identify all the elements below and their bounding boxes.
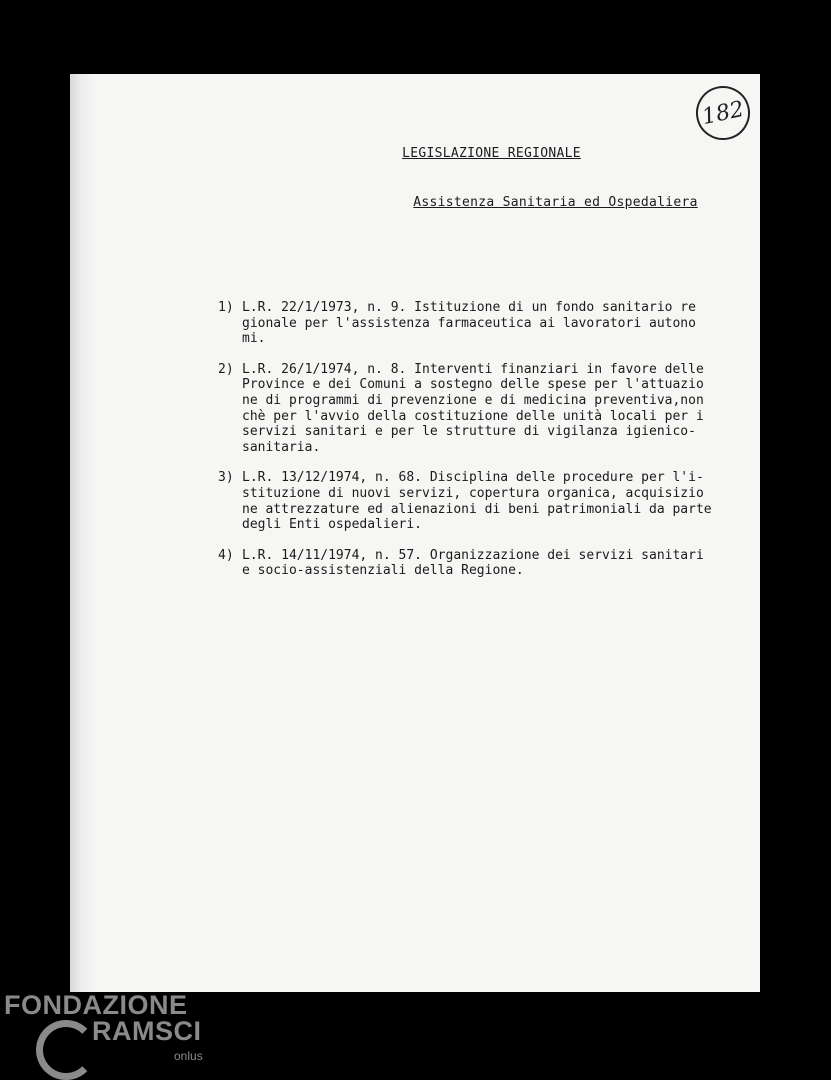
- item-number: 4): [218, 547, 234, 563]
- logo-line-fondazione: FONDAZIONE: [4, 990, 188, 1020]
- page-number-text: 182: [699, 96, 747, 130]
- logo-line-onlus: onlus: [174, 1049, 203, 1063]
- logo-line-gramsci: RAMSCI: [92, 1016, 202, 1046]
- page-binding-edge: [70, 74, 96, 992]
- item-text: L.R. 13/12/1974, n. 68. Disciplina delle procedure per l'i- stituzione di nuovi servizi, copertura organica, acquisizio ne attrezzature ed alienazioni di beni patrimoniali da parte degli Enti ospedalieri.: [242, 470, 712, 533]
- item-text: L.R. 22/1/1973, n. 9. Istituzione di un fondo sanitario re gionale per l'assistenza farmaceutica ai lavoratori autono mi.: [242, 300, 696, 347]
- fondazione-gramsci-logo: [4, 990, 224, 1076]
- list-item: [218, 548, 748, 579]
- item-number: 3): [218, 470, 234, 486]
- document-subtitle: Assistenza Sanitaria ed Ospedaliera: [413, 195, 698, 210]
- logo-g-mark-icon: [36, 1020, 96, 1080]
- list-item: [218, 470, 748, 532]
- list-item: [218, 362, 748, 456]
- legislation-list: [218, 300, 748, 594]
- item-text: L.R. 26/1/1974, n. 8. Interventi finanziari in favore delle Province e dei Comuni a sostegno delle spese per l'attuazio ne di programmi di prevenzione e di medicina preventiva,non chè per l'avvio della costituzione delle unità locali per i servizi sanitari e per le strutture di vigilanza igienico- sanitaria.: [242, 361, 704, 455]
- item-number: 1): [218, 300, 234, 315]
- item-text: L.R. 14/11/1974, n. 57. Organizzazione dei servizi sanitari e socio-assistenziali della Regione.: [242, 547, 704, 579]
- item-number: 2): [218, 361, 234, 377]
- list-item: [218, 300, 748, 347]
- document-title: LEGISLAZIONE REGIONALE: [402, 146, 581, 161]
